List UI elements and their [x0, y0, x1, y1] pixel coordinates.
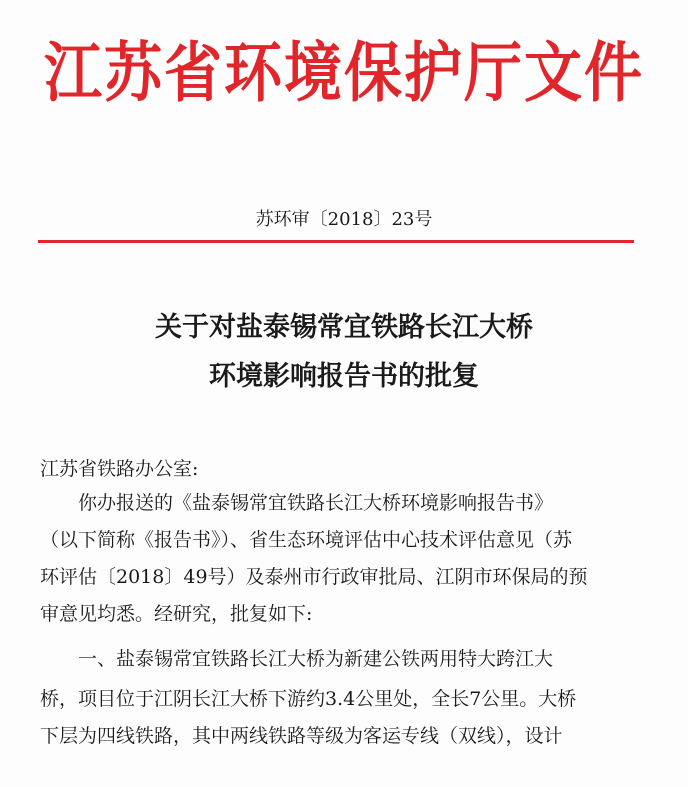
red-divider-line [38, 240, 634, 243]
paragraph-1-line-1: 你办报送的《盐泰锡常宜铁路长江大桥环境影响报告书》 [78, 492, 554, 514]
document-number: 苏环审〔2018〕23号 [255, 209, 433, 230]
paragraph-2-line-2: 桥，项目位于江阴长江大桥下游约3.4公里处，全长7公里。大桥 [40, 688, 577, 710]
document-title-line-2: 环境影响报告书的批复 [209, 361, 479, 392]
paragraph-2-line-1: 一、盐泰锡常宜铁路长江大桥为新建公铁两用特大跨江大 [78, 648, 554, 670]
paragraph-1-line-4: 审意见均悉。经研究，批复如下: [40, 603, 313, 625]
paragraph-2-line-3: 下层为四线铁路，其中两线铁路等级为客运专线（双线），设计 [40, 725, 563, 747]
paragraph-1-line-2: （以下简称《报告书》）、省生态环境评估中心技术评估意见（苏 [40, 529, 573, 551]
letterhead-title: 江苏省环境保护厅文件 [43, 34, 644, 111]
document-title-line-1: 关于对盐泰锡常宜铁路长江大桥 [155, 312, 533, 343]
paragraph-1-line-3: 环评估〔2018〕49号）及泰州市行政审批局、江阴市环保局的预 [40, 566, 588, 588]
salutation: 江苏省铁路办公室: [40, 458, 199, 480]
